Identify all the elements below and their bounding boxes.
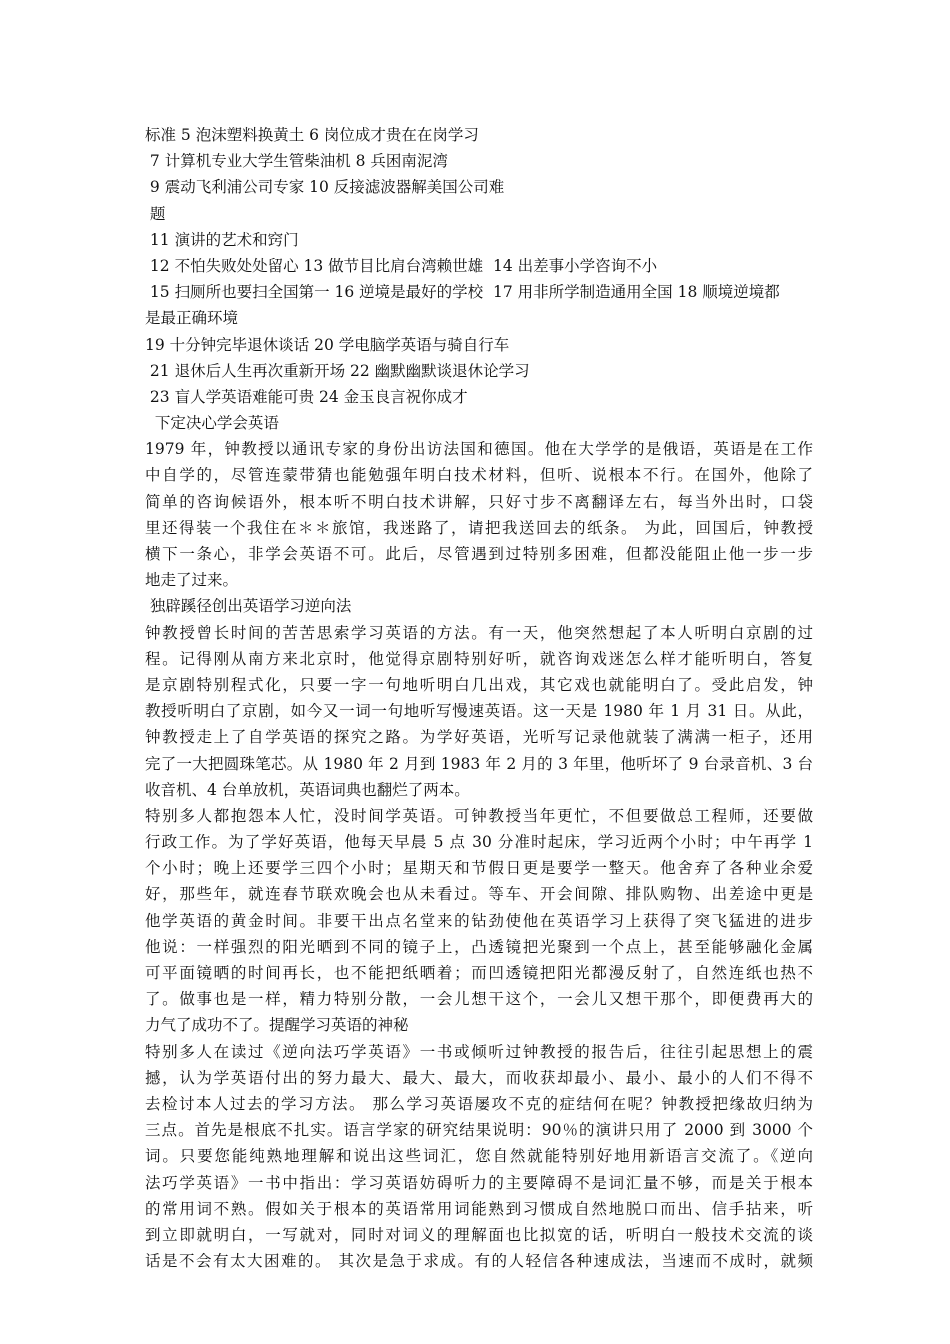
text-line: 了。做事也是一样，精力特别分散，一会儿想干这个，一会儿又想干那个，即便费再大的 (145, 990, 813, 1009)
text-line: 21 退休后人生再次重新开场 22 幽默幽默谈退休论学习 (145, 361, 530, 380)
text-line: 钟教授曾长时间的苦苦思索学习英语的方法。有一天，他突然想起了本人听明白京剧的过 (145, 623, 813, 642)
text-line: 1979 年，钟教授以通讯专家的身份出访法国和德国。他在大学学的是俄语，英语是在工作 (145, 440, 813, 459)
text-line: 7 计算机专业大学生管柴油机 8 兵困南泥湾 (145, 152, 448, 171)
text-line: 横下一条心，非学会英语不可。此后，尽管遇到过特别多困难，但都没能阻止他一步一步 (145, 545, 813, 563)
text-line: 9 震动飞利浦公司专家 10 反接滤波器解美国公司难 (145, 178, 505, 197)
text-line: 11 演讲的艺术和窍门 (145, 230, 299, 249)
text-line: 下定决心学会英语 (145, 414, 279, 433)
text-line: 题 (145, 204, 166, 223)
text-line: 12 不怕失败处处留心 13 做节目比肩台湾赖世雄 14 出差事小学咨询不小 (145, 256, 658, 275)
text-line: 里还得装一个我住在＊＊旅馆，我迷路了，请把我送回去的纸条。 为此，回国后，钟教授 (145, 518, 813, 537)
text-line: 去检讨本人过去的学习方法。 那么学习英语屡攻不克的症结何在呢？钟教授把缘故归纳为 (145, 1094, 813, 1113)
text-line: 标准 5 泡沫塑料换黄土 6 岗位成才贵在在岗学习 (145, 126, 479, 144)
text-line: 他说：一样强烈的阳光晒到不同的镜子上，凸透镜把光聚到一个点上，甚至能够融化金属 (145, 937, 813, 956)
text-line: 个小时；晚上还要学三四个小时；星期天和节假日更是要学一整天。他舍弃了各种业余爱 (145, 859, 813, 878)
text-line: 力气了成功不了。提醒学习英语的神秘 (145, 1016, 409, 1035)
text-line: 的常用词不熟。假如关于根本的英语常用词能熟到习惯成自然地脱口而出、信手拈来，听 (145, 1199, 813, 1218)
text-line: 是最正确环境 (145, 309, 239, 328)
text-line: 23 盲人学英语难能可贵 24 金玉良言祝你成才 (145, 387, 468, 406)
text-line: 特别多人在读过《逆向法巧学英语》一书或倾听过钟教授的报告后，往往引起思想上的震 (145, 1042, 813, 1061)
text-line: 钟教授走上了自学英语的探究之路。为学好英语，光听写记录他就装了满满一柜子，还用 (145, 728, 813, 747)
text-line: 教授听明白了京剧，如今又一词一句地听写慢速英语。这一天是 1980 年 1 月 31 日。从此， (145, 702, 813, 721)
text-line: 中自学的，尽管连蒙带猜也能勉强年明白技术材料，但听、说根本不行。在国外，他除了 (145, 466, 813, 485)
text-line: 15 扫厕所也要扫全国第一 16 逆境是最好的学校 17 用非所学制造通用全国 18 顺境逆境都 (145, 283, 780, 302)
text-line: 三点。首先是根底不扎实。语言学家的研究结果说明：90％的演讲只用了 2000 到 3000 个 (145, 1121, 813, 1140)
text-line: 好，那些年，就连春节联欢晚会也从未看过。等车、开会间隙、排队购物、出差途中更是 (145, 885, 813, 904)
text-line: 可平面镜晒的时间再长，也不能把纸晒着；而凹透镜把阳光都漫反射了，自然连纸也热不 (145, 964, 813, 982)
text-line: 词。只要您能纯熟地理解和说出这些词汇，您自然就能特别好地用新语言交流了。《逆向 (145, 1147, 813, 1166)
text-line: 完了一大把圆珠笔芯。从 1980 年 2 月到 1983 年 2 月的 3 年里，他听坏了 9 台录音机、3 台 (145, 754, 813, 773)
document-body (145, 122, 813, 1274)
text-line: 地走了过来。 (145, 571, 239, 590)
text-line: 特别多人都抱怨本人忙，没时间学英语。可钟教授当年更忙，不但要做总工程师，还要做 (145, 806, 813, 825)
text-line: 行政工作。为了学好英语，他每天早晨 5 点 30 分准时起床，学习近两个小时；中午再学 1 (145, 833, 813, 852)
text-line: 话是不会有太大困难的。 其次是急于求成。有的人轻信各种速成法，当速而不成时，就频 (145, 1252, 813, 1271)
text-line: 简单的咨询候语外，根本听不明白技术讲解，只好寸步不离翻译左右，每当外出时，口袋 (145, 492, 813, 511)
text-line: 收音机、4 台单放机，英语词典也翻烂了两本。 (145, 780, 470, 799)
text-line: 程。记得刚从南方来北京时，他觉得京剧特别好听，就咨询戏迷怎么样才能听明白，答复 (145, 649, 813, 668)
text-line: 他学英语的黄金时间。非要干出点名堂来的钻劲使他在英语学习上获得了突飞猛进的进步 (145, 911, 813, 930)
text-line: 法巧学英语》一书中指出：学习英语妨碍听力的主要障碍不是词汇量不够，而是关于根本 (145, 1173, 813, 1192)
text-line: 到立即就明白，一写就对，同时对词义的理解面也比拟宽的话，听明白一般技术交流的谈 (145, 1225, 813, 1244)
text-line: 撼，认为学英语付出的努力最大、最大、最大，而收获却最小、最小、最小的人们不得不 (145, 1068, 813, 1087)
text-line: 独辟蹊径创出英语学习逆向法 (145, 597, 352, 616)
text-line: 是京剧特别程式化，只要一字一句地听明白几出戏，其它戏也就能明白了。受此启发，钟 (145, 675, 813, 694)
text-line: 19 十分钟完毕退休谈话 20 学电脑学英语与骑自行车 (145, 335, 510, 354)
